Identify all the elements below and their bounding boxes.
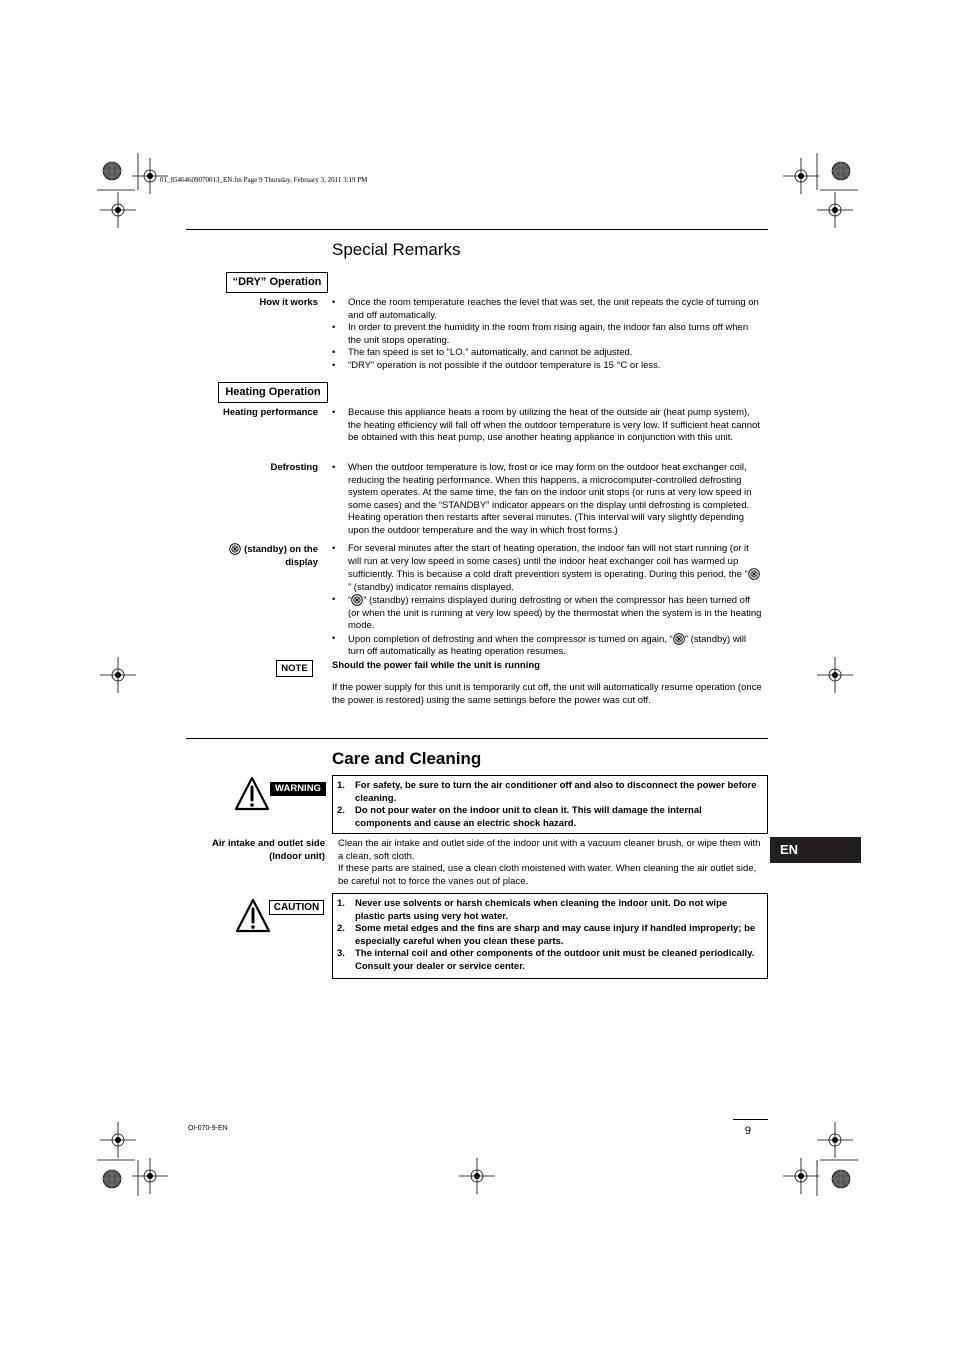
caution-triangle-icon bbox=[235, 898, 271, 934]
defrosting-list bbox=[332, 462, 762, 537]
warning-box bbox=[332, 775, 768, 834]
heating-performance-label: Heating performance bbox=[222, 407, 318, 418]
caution-box bbox=[332, 893, 768, 979]
standby-icon bbox=[351, 594, 363, 606]
list-item: 3. The internal coil and other components of the outdoor unit must be cleaned periodically. Consult your dealer or service center. bbox=[337, 948, 755, 972]
standby-list bbox=[332, 543, 762, 659]
air-intake-text-2: If these parts are stained, use a clean cloth moistened with water. When cleaning the air outlet side, be careful not to force the vanes out of place. bbox=[338, 863, 757, 887]
note-heading: Should the power fail while the unit is running bbox=[332, 660, 540, 671]
page-number-rule bbox=[733, 1119, 768, 1120]
list-item: • The fan speed is set to “LO.” automatically, and cannot be adjusted. bbox=[332, 347, 633, 358]
list-item: 1. For safety, be sure to turn the air conditioner off and also to disconnect the power before cleaning. bbox=[337, 780, 757, 804]
standby-icon bbox=[748, 568, 760, 580]
list-item: 2. Do not pour water on the indoor unit to clean it. This will damage the internal components and cause an electric shock hazard. bbox=[337, 805, 702, 829]
standby-label: (standby) on the display bbox=[186, 543, 318, 569]
footer-code: OI-070-9-EN bbox=[188, 1125, 228, 1132]
defrosting-label: Defrosting bbox=[270, 462, 318, 473]
list-item: 2. Some metal edges and the fins are sharp and may cause injury if handled improperly; be especially careful when you clean these parts. bbox=[337, 923, 756, 947]
section-divider-top bbox=[186, 229, 768, 230]
list-item: • “ ” (standby) remains displayed during defrosting or when the compressor has been turned off (or when the unit is running at very low speed) by the thermostat when the system is in the heating mode. bbox=[332, 594, 762, 631]
how-it-works-label: How it works bbox=[259, 297, 318, 308]
warning-tag: WARNING bbox=[270, 782, 326, 796]
dry-operation-label: “DRY” Operation bbox=[226, 272, 328, 293]
page-number: 9 bbox=[744, 1125, 751, 1137]
standby-icon bbox=[229, 543, 241, 555]
list-item: • Upon completion of defrosting and when the compressor is turned on again, “ ” (standby) will turn off automatically as heating operation resumes. bbox=[332, 632, 747, 657]
note-label: NOTE bbox=[276, 660, 313, 677]
file-info: 01_85464609070013_EN.fm Page 9 Thursday, February 3, 2011 3:19 PM bbox=[160, 176, 368, 184]
dry-bullet-list bbox=[332, 297, 762, 372]
caution-list bbox=[333, 898, 759, 973]
care-cleaning-title: Care and Cleaning bbox=[332, 749, 482, 768]
list-item: • Once the room temperature reaches the level that was set, the unit repeats the cycle of turning on and off automatically. bbox=[332, 297, 759, 321]
warning-triangle-icon bbox=[234, 776, 270, 812]
list-item: • “DRY” operation is not possible if the outdoor temperature is 15 °C or less. bbox=[332, 359, 661, 371]
heating-operation-label: Heating Operation bbox=[218, 382, 328, 403]
standby-icon bbox=[673, 633, 685, 645]
list-item: • In order to prevent the humidity in the room from rising again, the indoor fan also turns off when the unit stops operating. bbox=[332, 322, 749, 346]
caution-tag: CAUTION bbox=[269, 900, 324, 915]
list-item: • Because this appliance heats a room by utilizing the heat of the outside air (heat pump system), the heating efficiency will fall off when the outdoor temperature is very low. If sufficient heat cannot be obtained with this heat pump, use another heating appliance in conjunction with this unit. bbox=[332, 407, 760, 443]
heating-performance-list bbox=[332, 407, 762, 445]
list-item: • For several minutes after the start of heating operation, the indoor fan will not start running (or it will run at very low speed in some cases) until the indoor heat exchanger coil has warmed up sufficiently. This is because a cold draft prevention system is operating. During this period, the “” (standby) indicator remains displayed. bbox=[332, 543, 762, 594]
language-tab-en: EN bbox=[770, 837, 861, 863]
special-remarks-title: Special Remarks bbox=[332, 240, 461, 259]
note-text: If the power supply for this unit is temporarily cut off, the unit will automatically resume operation (once the power is restored) using the same settings before the power was cut off. bbox=[332, 682, 762, 706]
section-divider-care bbox=[186, 738, 768, 739]
warning-list bbox=[333, 780, 759, 830]
air-intake-text-1: Clean the air intake and outlet side of the indoor unit with a vacuum cleaner brush, or wipe them with a clean, soft cloth. bbox=[338, 838, 761, 862]
list-item: 1. Never use solvents or harsh chemicals when cleaning the indoor unit. Do not wipe plastic parts using very hot water. bbox=[337, 898, 728, 922]
list-item: • When the outdoor temperature is low, frost or ice may form on the outdoor heat exchanger coil, reducing the heating performance. When this happens, a microcomputer-controlled defrosting system operates. At the same time, the fan on the indoor unit stops (or runs at very low speed in some cases) and the “STANDBY” indicator appears on the display until defrosting is completed. Heating operation then restarts after several minutes. (This interval will vary slightly depending upon the outdoor temperature and the way in which frost forms.) bbox=[332, 462, 752, 536]
air-intake-label: Air intake and outlet side (Indoor unit) bbox=[212, 838, 325, 862]
